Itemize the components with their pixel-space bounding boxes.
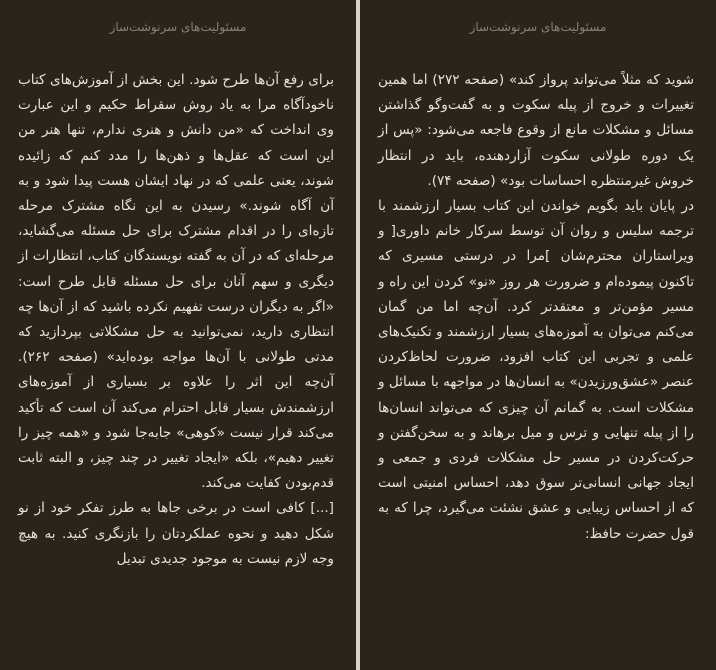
page-text [18,68,334,572]
running-header: مسئولیت‌های سرنوشت‌ساز [469,20,607,34]
page-right [360,0,716,670]
running-header: مسئولیت‌های سرنوشت‌ساز [109,20,247,34]
page-left [0,0,356,670]
paragraph: شوید که مثلاً می‌تواند پرواز کند» (صفحه ۲۷۲) اما همین تغییرات و خروج از پیله سکوت و به گفت‌وگو گذاشتن مسائل و مشکلات مانع از وقوع فاجعه می‌شود: «پس از یک دوره طولانی سکوت آزاردهنده، باید در انتظار خروش غیرمنتظره احساسات بود» (صفحه ۷۴). [378,72,695,189]
paragraph: در پایان باید بگویم خواندن این کتاب بسیار ارزشمند با ترجمه سلیس و روان آن توسط سرکار خانم داوری[ و ویراستاران محترم‌شان ]مرا در درستی مسیری که تاکنون پیموده‌ام و ضرورت هر روز «نو» کردن این راه و مسیر مؤمن‌تر و معتقدتر کرد. آن‌چه اما من گمان می‌کنم می‌توان به آموزه‌های بسیار ارزشمند و تکنیک‌های علمی و تجربی این کتاب افزود، ضرورت لحاظ‌کردن عنصر «عشق‌ورزیدن» به انسان‌ها در مواجهه با مسائل و مشکلات است. به گمانم آن چیزی که می‌تواند انسان‌ها را از پیله تنهایی و ترس و میل برهاند و به سخن‌گفتن و حرکت‌کردن در مسیر حل مشکلات فردی و جمعی و ایجاد جهانی انسانی‌تر سوق دهد، احساس امنیتی است که از احساس زیبایی و عشق نشئت می‌گیرد، چرا که به قول حضرت حافظ: [378,198,694,542]
paragraph: برای رفع آن‌ها طرح شود. این بخش از آموزش‌های کتاب ناخودآگاه مرا به یاد روش سقراط حکیم و این عبارت وی انداخت که «من دانش و هنری ندارم، تنها هنر من این است که عقل‌ها و ذهن‌ها را مدد کنم که زائیده شوند، یعنی علمی که در نهاد ایشان هست پیدا شود و به آن آگاه شوند.» رسیدن به این نگاه مشترک مرحله تازه‌ای را در اقدام مشترک برای حل مسئله می‌گشاید، مرحله‌ای که در آن به گفته نویسندگان کتاب، انتظارات از دیگری و سهم آنان برای حل مسئله قابل طرح است: «اگر به دیگران درست تفهیم نکرده باشید که از آن‌ها چه انتظاری دارید، نمی‌توانید به حل مشکلاتی بپردازید که مدتی طولانی با آن‌ها مواجه بوده‌اید» (صفحه ۲۶۲). آن‌چه این اثر را علاوه بر بسیاری از آموزه‌های ارزشمندش بسیار قابل احترام می‌کند آن است که تأکید می‌کند قرار نیست «کوهی» جابه‌جا شود و «همه چیز را تغییر دهیم»، بلکه «ایجاد تغییر در چند چیز، و البته ثابت قدم‌بودن کفایت می‌کند. [18,72,334,492]
page-text [378,68,694,547]
paragraph: [...] کافی است در برخی جاها به طرز تفکر خود از نو شکل دهید و نحوه عملکردتان را بازنگری کنید. به هیچ وجه لازم نیست به موجود جدیدی تبدیل [18,500,334,567]
